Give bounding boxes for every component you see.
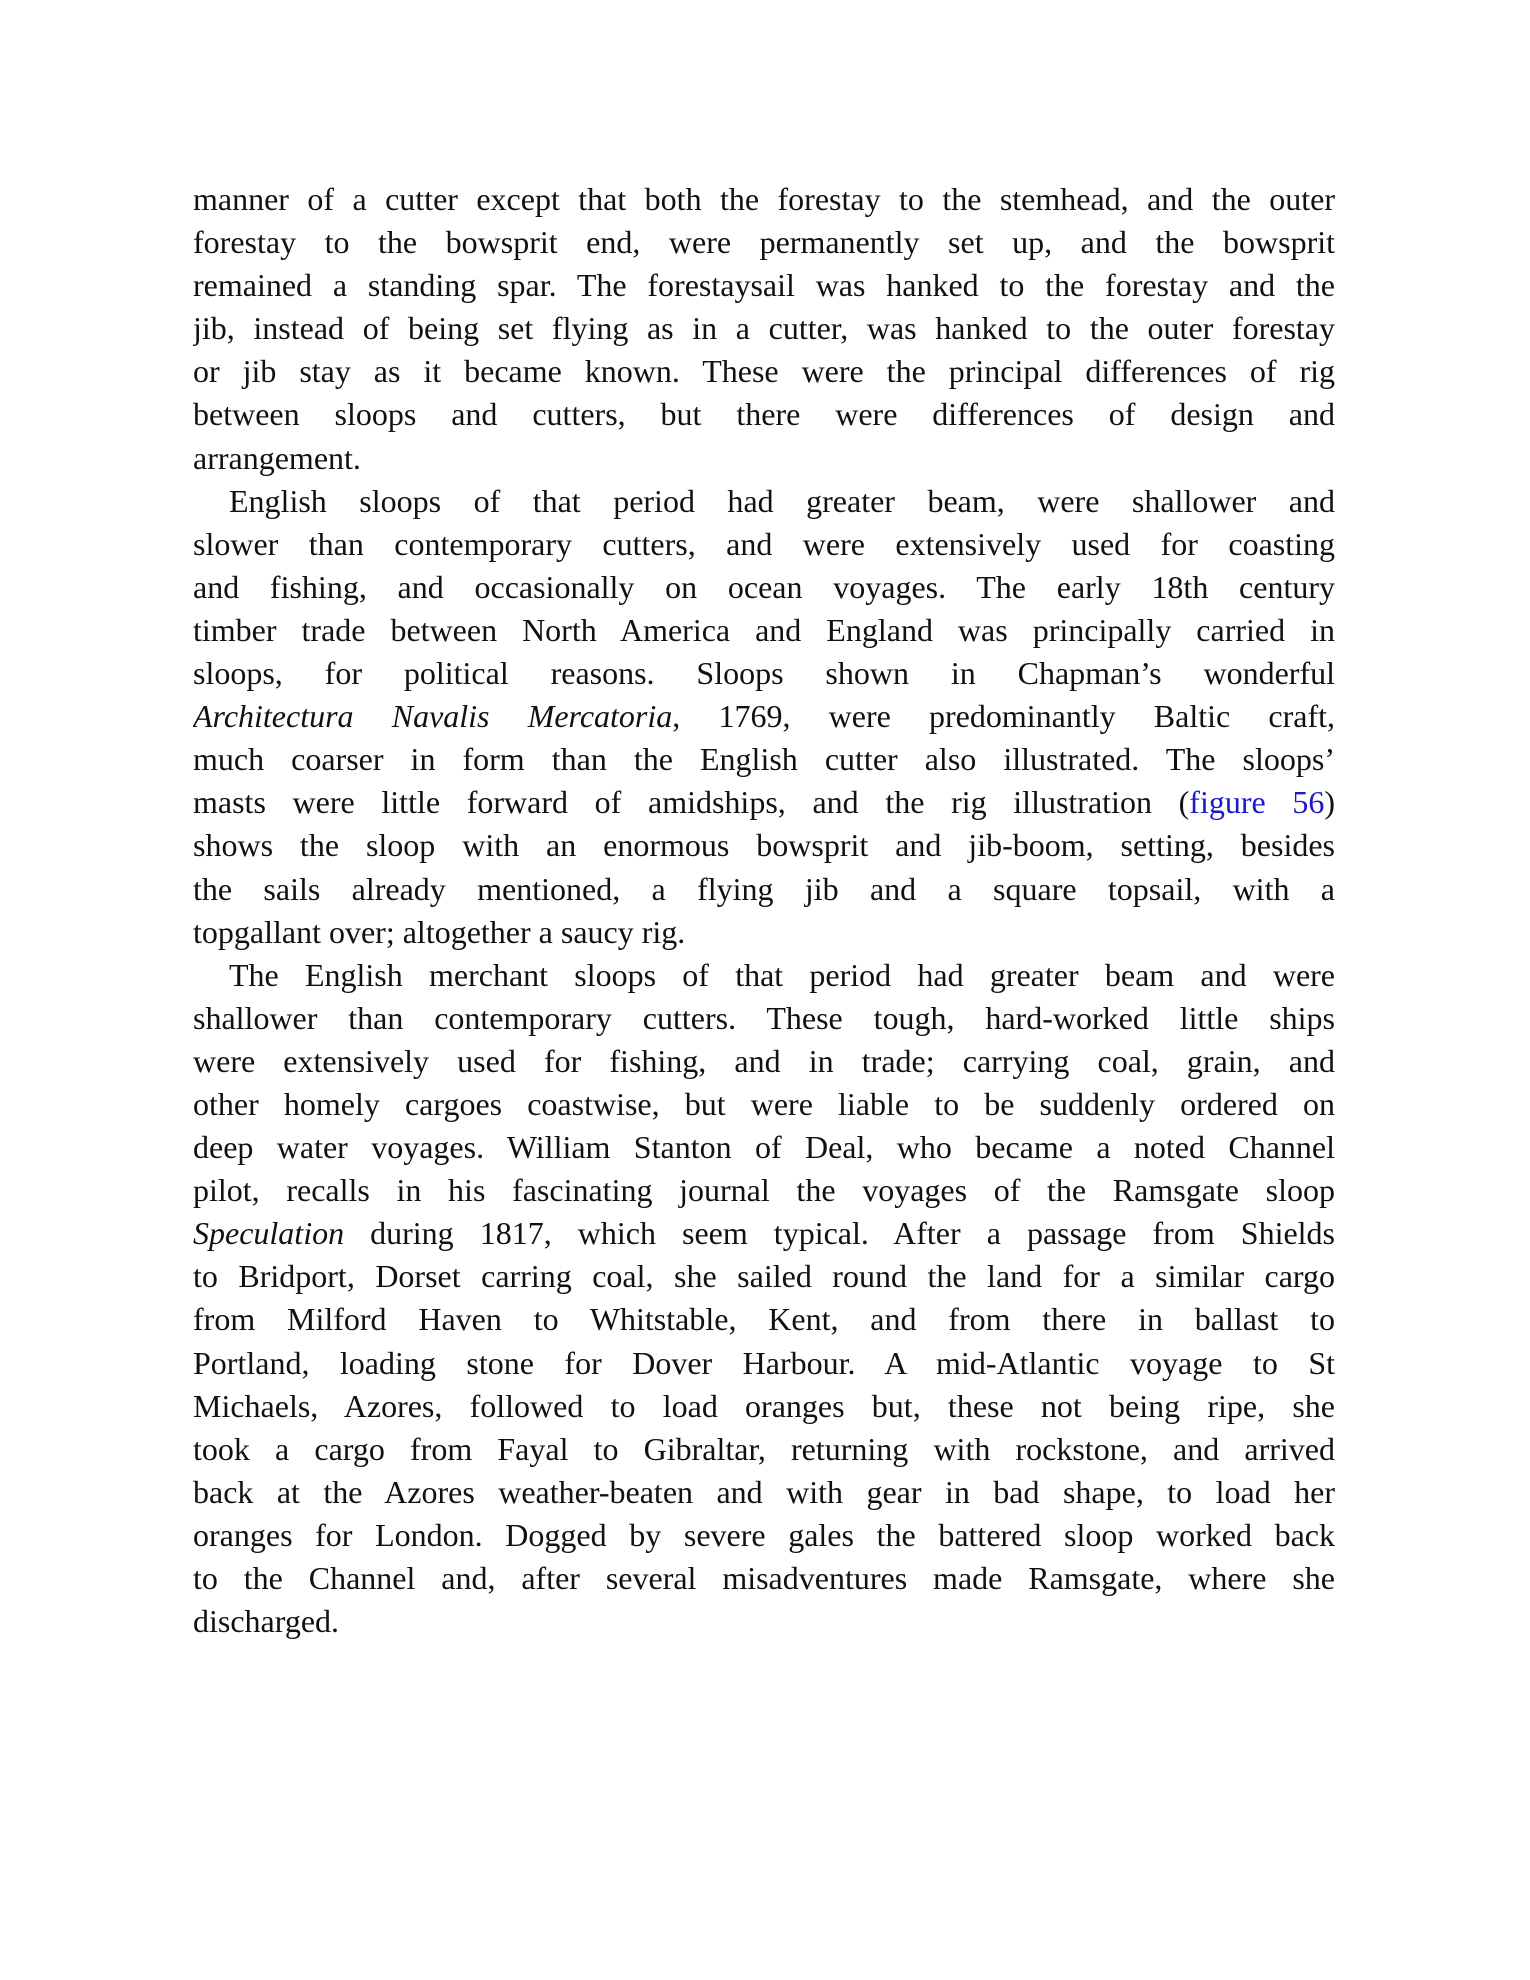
text-line (193, 1298, 1335, 1341)
text-span: pilot, recalls in his fascinating journal the voyages of the Ramsgate sloop (193, 1172, 1335, 1209)
text-line (193, 911, 1335, 954)
text-line (193, 1255, 1335, 1298)
text-line (193, 523, 1335, 566)
document-page (193, 178, 1335, 1643)
text-span: forestay to the bowsprit end, were permanently set up, and the bowsprit (193, 224, 1335, 261)
text-span: oranges for London. Dogged by severe gales the battered sloop worked back (193, 1516, 1335, 1553)
paragraph (193, 480, 1335, 954)
italic-title: Speculation (193, 1215, 345, 1252)
text-span: , 1769, were predominantly Baltic craft, (672, 698, 1335, 735)
text-line (193, 781, 1335, 824)
text-span: or jib stay as it became known. These were the principal differences of rig (193, 353, 1335, 390)
text-line (193, 1212, 1335, 1255)
figure-link[interactable]: figure 56 (1189, 784, 1325, 821)
text-span: arrangement. (193, 439, 361, 476)
text-line (193, 824, 1335, 867)
text-span: remained a standing spar. The forestaysail was hanked to the forestay and the (193, 267, 1335, 304)
text-span: took a cargo from Fayal to Gibraltar, returning with rockstone, and arrived (193, 1430, 1335, 1467)
text-span: timber trade between North America and England was principally carried in (193, 611, 1335, 648)
text-span: masts were little forward of amidships, and the rig illustration ( (193, 784, 1190, 821)
text-line (193, 609, 1335, 652)
text-line (193, 1428, 1335, 1471)
text-span: deep water voyages. William Stanton of Deal, who became a noted Channel (193, 1129, 1335, 1166)
text-span: ) (1324, 784, 1335, 821)
text-line (193, 1126, 1335, 1169)
text-span: The English merchant sloops of that period had greater beam and were (229, 956, 1335, 993)
text-span: slower than contemporary cutters, and were extensively used for coasting (193, 525, 1335, 562)
text-line (193, 868, 1335, 911)
text-line (193, 738, 1335, 781)
text-span: much coarser in form than the English cutter also illustrated. The sloops’ (193, 741, 1335, 778)
text-span: between sloops and cutters, but there were differences of design and (193, 396, 1335, 433)
text-line (193, 1342, 1335, 1385)
text-line (193, 566, 1335, 609)
text-line (193, 1514, 1335, 1557)
text-span: during 1817, which seem typical. After a passage from Shields (344, 1215, 1335, 1252)
text-span: English sloops of that period had greater beam, were shallower and (229, 482, 1335, 519)
text-line (193, 1083, 1335, 1126)
text-span: to Bridport, Dorset carring coal, she sailed round the land for a similar cargo (193, 1258, 1335, 1295)
text-line (193, 652, 1335, 695)
text-span: discharged. (193, 1603, 340, 1640)
text-span: from Milford Haven to Whitstable, Kent, and from there in ballast to (193, 1301, 1335, 1338)
text-span: the sails already mentioned, a flying jib and a square topsail, with a (193, 870, 1335, 907)
text-line (193, 997, 1335, 1040)
text-line (193, 1385, 1335, 1428)
paragraph (193, 954, 1335, 1644)
text-span: were extensively used for fishing, and in trade; carrying coal, grain, and (193, 1042, 1335, 1079)
text-span: jib, instead of being set flying as in a cutter, was hanked to the outer forestay (193, 310, 1335, 347)
text-line (193, 695, 1335, 738)
text-line (193, 393, 1335, 436)
text-line (193, 264, 1335, 307)
text-line (193, 1169, 1335, 1212)
text-line (193, 221, 1335, 264)
text-span: and fishing, and occasionally on ocean voyages. The early 18th century (193, 568, 1335, 605)
text-span: shows the sloop with an enormous bowsprit and jib-boom, setting, besides (193, 827, 1335, 864)
italic-title: Architectura Navalis Mercatoria (193, 698, 673, 735)
text-line (193, 1557, 1335, 1600)
text-line (193, 350, 1335, 393)
text-span: Michaels, Azores, followed to load oranges but, these not being ripe, she (193, 1387, 1335, 1424)
text-span: sloops, for political reasons. Sloops shown in Chapman’s wonderful (193, 655, 1335, 692)
text-span: manner of a cutter except that both the forestay to the stemhead, and the outer (193, 181, 1335, 217)
paragraph (193, 178, 1335, 480)
text-line (193, 480, 1335, 523)
text-line (193, 307, 1335, 350)
text-span: other homely cargoes coastwise, but were liable to be suddenly ordered on (193, 1085, 1335, 1122)
text-line (193, 954, 1335, 997)
text-line (193, 1040, 1335, 1083)
text-line (193, 1600, 1335, 1643)
text-line (193, 1471, 1335, 1514)
text-line (193, 437, 1335, 480)
text-span: Portland, loading stone for Dover Harbour. A mid-Atlantic voyage to St (193, 1344, 1335, 1381)
text-span: shallower than contemporary cutters. These tough, hard-worked little ships (193, 999, 1335, 1036)
text-span: to the Channel and, after several misadventures made Ramsgate, where she (193, 1560, 1335, 1596)
text-span: back at the Azores weather-beaten and with gear in bad shape, to load her (193, 1473, 1335, 1510)
text-span: topgallant over; altogether a saucy rig. (193, 913, 686, 950)
text-line (193, 178, 1335, 221)
